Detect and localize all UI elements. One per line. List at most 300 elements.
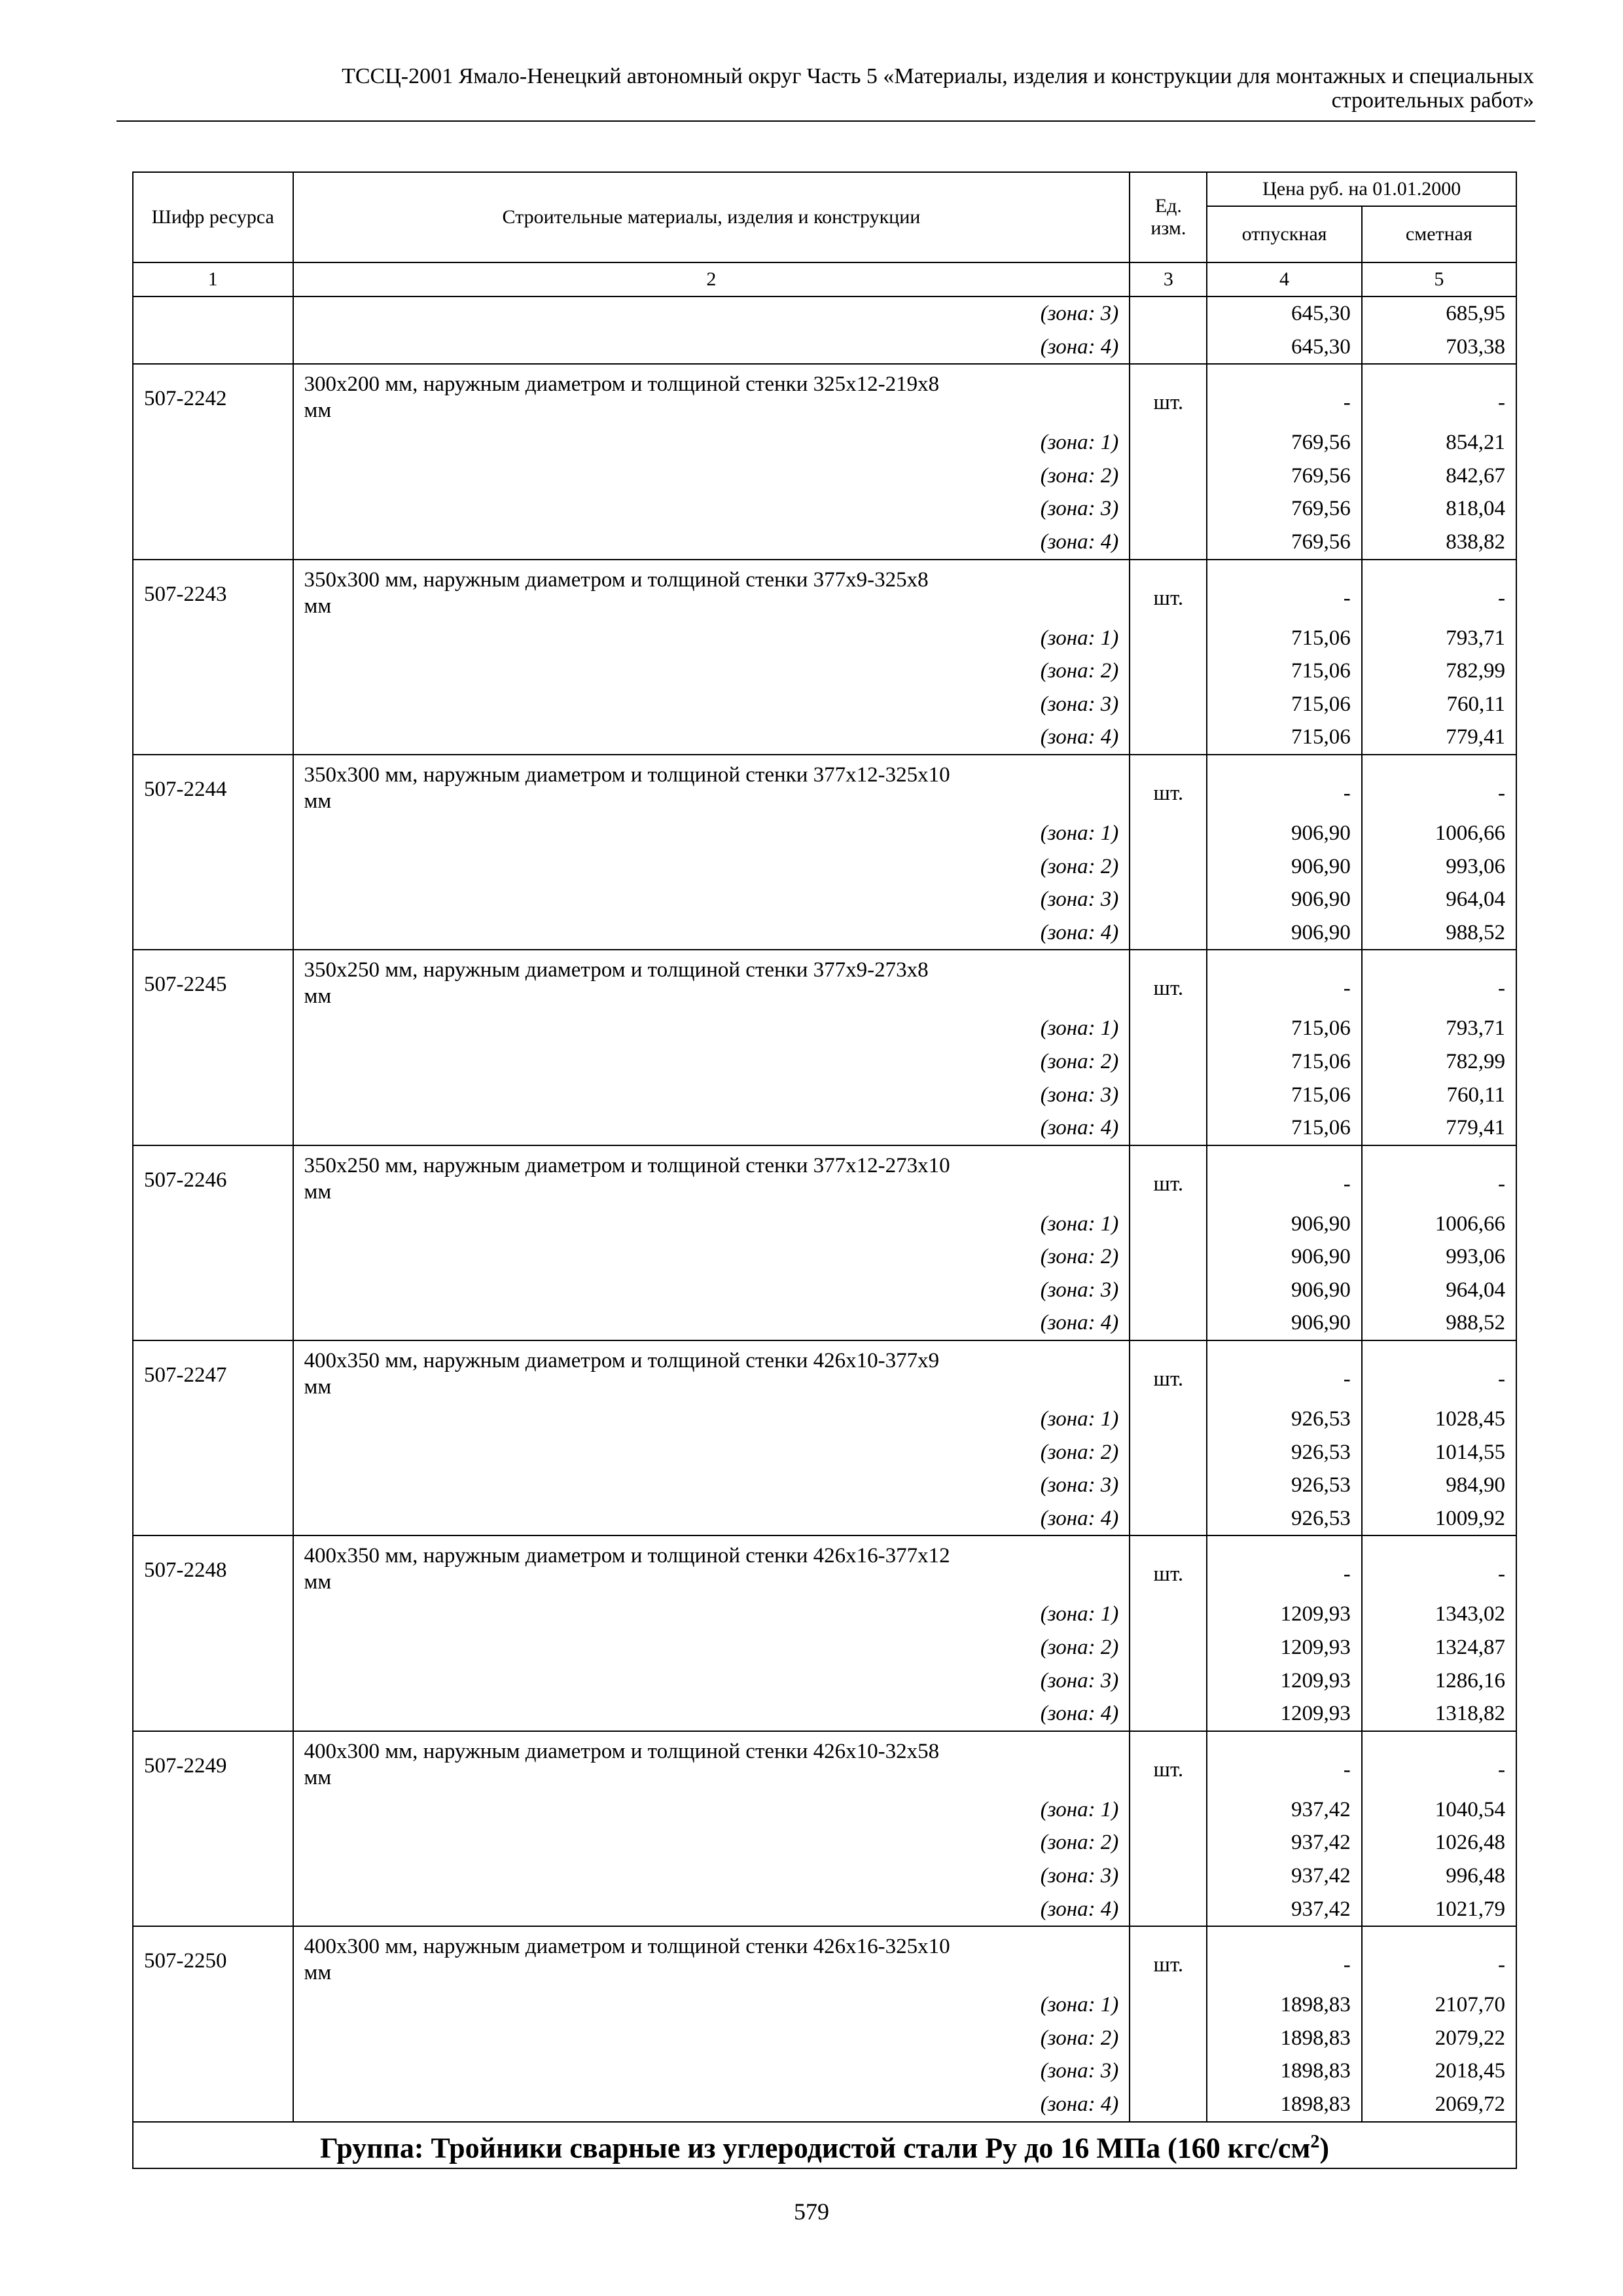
resource-unit: шт. <box>1130 1731 1207 1793</box>
zone-row <box>133 1045 1516 1079</box>
estimate-price: 782,99 <box>1362 655 1516 688</box>
resource-code: 507-2250 <box>133 1926 293 1988</box>
code-cell-empty <box>133 1469 293 1502</box>
zone-label: (зона: 1) <box>293 1598 1130 1631</box>
zone-label: (зона: 4) <box>293 1893 1130 1927</box>
unit-cell-empty <box>1130 1502 1207 1536</box>
estimate-price: 818,04 <box>1362 492 1516 526</box>
estimate-price: 1006,66 <box>1362 1208 1516 1241</box>
code-cell-empty <box>133 1012 293 1045</box>
running-header <box>116 64 1534 113</box>
code-cell-empty <box>133 1502 293 1536</box>
zone-label: (зона: 3) <box>293 688 1130 721</box>
zone-row <box>133 655 1516 688</box>
release-price: 715,06 <box>1207 721 1361 755</box>
release-price: 769,56 <box>1207 492 1361 526</box>
estimate-price: 854,21 <box>1362 426 1516 459</box>
estimate-price: 1014,55 <box>1362 1436 1516 1469</box>
code-cell-empty <box>133 1893 293 1927</box>
code-cell-empty <box>133 1403 293 1436</box>
zone-row <box>133 1893 1516 1927</box>
resource-code: 507-2247 <box>133 1340 293 1403</box>
resource-unit: шт. <box>1130 1926 1207 1988</box>
unit-cell-empty <box>1130 1240 1207 1274</box>
code-cell-empty <box>133 721 293 755</box>
zone-row <box>133 331 1516 365</box>
estimate-price: 782,99 <box>1362 1045 1516 1079</box>
resource-name <box>293 1535 1130 1598</box>
zone-label: (зона: 1) <box>293 1988 1130 2022</box>
unit-cell-empty <box>1130 1045 1207 1079</box>
release-price: 1898,83 <box>1207 2054 1361 2088</box>
unit-cell-empty <box>1130 1697 1207 1731</box>
unit-cell-empty <box>1130 1859 1207 1893</box>
code-cell-empty <box>133 655 293 688</box>
unit-cell-empty <box>1130 1893 1207 1927</box>
resource-code: 507-2248 <box>133 1535 293 1598</box>
code-cell-empty <box>133 426 293 459</box>
zone-label: (зона: 4) <box>293 721 1130 755</box>
estimate-price: 779,41 <box>1362 1111 1516 1145</box>
release-price: 769,56 <box>1207 426 1361 459</box>
resource-unit: шт. <box>1130 364 1207 426</box>
unit-cell-empty <box>1130 1111 1207 1145</box>
release-price: 906,90 <box>1207 883 1361 916</box>
col-number-3: 3 <box>1130 262 1207 296</box>
code-cell-empty <box>133 1436 293 1469</box>
zone-label: (зона: 2) <box>293 459 1130 493</box>
group-heading-superscript: 2 <box>1310 2131 1320 2152</box>
resource-name-text: 350х250 мм, наружным диаметром и толщиной стенки 377х12-273х10 <box>304 1153 950 1177</box>
estimate-price: 685,95 <box>1362 296 1516 331</box>
release-price: 769,56 <box>1207 459 1361 493</box>
code-cell-empty <box>133 1826 293 1859</box>
zone-row <box>133 721 1516 755</box>
col-header-unit: Ед. изм. <box>1130 172 1207 262</box>
estimate-price: - <box>1362 1535 1516 1598</box>
zone-label: (зона: 3) <box>293 1469 1130 1502</box>
col-header-estimate: сметная <box>1362 206 1516 262</box>
code-cell-empty <box>133 1045 293 1079</box>
resource-name-text: 300х200 мм, наружным диаметром и толщиной стенки 325х12-219х8 <box>304 372 940 397</box>
estimate-price: 1009,92 <box>1362 1502 1516 1536</box>
zone-row <box>133 1240 1516 1274</box>
unit-cell-empty <box>1130 622 1207 655</box>
unit-cell-empty <box>1130 426 1207 459</box>
zone-label: (зона: 4) <box>293 1306 1130 1340</box>
estimate-price: 988,52 <box>1362 916 1516 950</box>
estimate-price: 1006,66 <box>1362 817 1516 850</box>
zone-row <box>133 1598 1516 1631</box>
resource-name-text: 350х300 мм, наружным диаметром и толщиной стенки 377х9-325х8 <box>304 567 929 592</box>
zone-row <box>133 2022 1516 2055</box>
zone-label: (зона: 2) <box>293 850 1130 884</box>
code-cell-empty <box>133 331 293 365</box>
resource-unit: шт. <box>1130 560 1207 622</box>
release-price: 906,90 <box>1207 817 1361 850</box>
release-price: - <box>1207 950 1361 1012</box>
estimate-price: 760,11 <box>1362 1079 1516 1112</box>
unit-cell-empty <box>1130 1079 1207 1112</box>
resource-name-tail: мм <box>304 984 332 1009</box>
release-price: - <box>1207 1340 1361 1403</box>
estimate-price: - <box>1362 364 1516 426</box>
zone-label: (зона: 2) <box>293 1240 1130 1274</box>
estimate-price: 779,41 <box>1362 721 1516 755</box>
group-heading <box>133 2122 1516 2169</box>
estimate-price: 793,71 <box>1362 1012 1516 1045</box>
resource-name <box>293 1340 1130 1403</box>
resource-name-text: 400х350 мм, наружным диаметром и толщиной стенки 426х10-377х9 <box>304 1349 940 1373</box>
unit-cell-empty <box>1130 1793 1207 1827</box>
resource-name-tail: мм <box>304 1765 332 1789</box>
zone-label: (зона: 4) <box>293 1502 1130 1536</box>
page-number: 579 <box>794 2198 829 2225</box>
resource-name-text: 350х250 мм, наружным диаметром и толщиной стенки 377х9-273х8 <box>304 958 929 982</box>
code-cell-empty <box>133 688 293 721</box>
zone-label: (зона: 3) <box>293 2054 1130 2088</box>
code-cell-empty <box>133 817 293 850</box>
zone-row <box>133 817 1516 850</box>
resource-row <box>133 364 1516 426</box>
estimate-price: - <box>1362 560 1516 622</box>
release-price: - <box>1207 1926 1361 1988</box>
zone-row <box>133 1502 1516 1536</box>
release-price: 1898,83 <box>1207 2088 1361 2122</box>
zone-label: (зона: 1) <box>293 426 1130 459</box>
estimate-price: 1026,48 <box>1362 1826 1516 1859</box>
estimate-price: - <box>1362 1340 1516 1403</box>
estimate-price: 2069,72 <box>1362 2088 1516 2122</box>
zone-row <box>133 1306 1516 1340</box>
zone-label: (зона: 3) <box>293 1664 1130 1698</box>
code-cell-empty <box>133 1859 293 1893</box>
resource-row <box>133 1926 1516 1988</box>
zone-row <box>133 426 1516 459</box>
resource-name-tail: мм <box>304 399 332 423</box>
zone-label: (зона: 1) <box>293 1403 1130 1436</box>
code-cell-empty <box>133 850 293 884</box>
zone-row <box>133 1631 1516 1664</box>
zone-label: (зона: 2) <box>293 1045 1130 1079</box>
resource-name-text: 400х300 мм, наружным диаметром и толщиной стенки 426х16-325х10 <box>304 1935 950 1959</box>
estimate-price: 1021,79 <box>1362 1893 1516 1927</box>
unit-cell-empty <box>1130 817 1207 850</box>
release-price: 906,90 <box>1207 850 1361 884</box>
zone-label: (зона: 2) <box>293 655 1130 688</box>
release-price: 1898,83 <box>1207 2022 1361 2055</box>
zone-row <box>133 1012 1516 1045</box>
resource-name-tail: мм <box>304 1375 332 1399</box>
unit-cell-empty <box>1130 1274 1207 1307</box>
code-cell-empty <box>133 1208 293 1241</box>
estimate-price: 964,04 <box>1362 883 1516 916</box>
resource-name-tail: мм <box>304 1961 332 1985</box>
zone-row <box>133 2054 1516 2088</box>
unit-cell-empty <box>1130 688 1207 721</box>
release-price: 645,30 <box>1207 296 1361 331</box>
zone-row <box>133 1079 1516 1112</box>
release-price: 906,90 <box>1207 1306 1361 1340</box>
estimate-price: - <box>1362 1926 1516 1988</box>
code-cell-empty <box>133 1598 293 1631</box>
unit-cell-empty <box>1130 916 1207 950</box>
code-cell-empty <box>133 2022 293 2055</box>
release-price: 715,06 <box>1207 1045 1361 1079</box>
release-price: 906,90 <box>1207 1240 1361 1274</box>
zone-label: (зона: 3) <box>293 492 1130 526</box>
col-header-price-group: Цена руб. на 01.01.2000 <box>1207 172 1516 206</box>
col-header-code: Шифр ресурса <box>133 172 293 262</box>
zone-label: (зона: 4) <box>293 331 1130 365</box>
resource-name-text: 400х300 мм, наружным диаметром и толщиной стенки 426х10-32х58 <box>304 1739 940 1763</box>
zone-row <box>133 688 1516 721</box>
estimate-price: 996,48 <box>1362 1859 1516 1893</box>
unit-cell-empty <box>1130 1631 1207 1664</box>
resource-name <box>293 950 1130 1012</box>
zone-row <box>133 1826 1516 1859</box>
release-price: 715,06 <box>1207 655 1361 688</box>
zone-row <box>133 1793 1516 1827</box>
release-price: - <box>1207 1145 1361 1208</box>
zone-row <box>133 1664 1516 1698</box>
price-table <box>132 171 1517 2169</box>
estimate-price: 964,04 <box>1362 1274 1516 1307</box>
zone-row <box>133 1436 1516 1469</box>
code-cell-empty <box>133 1240 293 1274</box>
unit-cell-empty <box>1130 1598 1207 1631</box>
zone-row <box>133 1111 1516 1145</box>
release-price: 1898,83 <box>1207 1988 1361 2022</box>
resource-unit: шт. <box>1130 755 1207 817</box>
zone-label: (зона: 1) <box>293 817 1130 850</box>
resource-name <box>293 755 1130 817</box>
code-cell-empty <box>133 492 293 526</box>
unit-cell-empty <box>1130 2088 1207 2122</box>
zone-label: (зона: 3) <box>293 1079 1130 1112</box>
code-cell-empty <box>133 1664 293 1698</box>
table-body <box>133 296 1516 2168</box>
release-price: - <box>1207 1535 1361 1598</box>
col-number-1: 1 <box>133 262 293 296</box>
unit-cell-empty <box>1130 721 1207 755</box>
release-price: 937,42 <box>1207 1859 1361 1893</box>
zone-label: (зона: 2) <box>293 2022 1130 2055</box>
resource-row <box>133 560 1516 622</box>
release-price: 715,06 <box>1207 1079 1361 1112</box>
estimate-price: 1318,82 <box>1362 1697 1516 1731</box>
release-price: 1209,93 <box>1207 1664 1361 1698</box>
resource-unit: шт. <box>1130 1145 1207 1208</box>
unit-cell-empty <box>1130 1403 1207 1436</box>
code-cell-empty <box>133 526 293 560</box>
unit-cell-empty <box>1130 459 1207 493</box>
resource-row <box>133 755 1516 817</box>
code-cell-empty <box>133 916 293 950</box>
zone-row <box>133 622 1516 655</box>
unit-cell-empty <box>1130 296 1207 331</box>
resource-unit: шт. <box>1130 950 1207 1012</box>
estimate-price: - <box>1362 950 1516 1012</box>
unit-cell-empty <box>1130 526 1207 560</box>
zone-row <box>133 459 1516 493</box>
release-price: - <box>1207 560 1361 622</box>
release-price: 715,06 <box>1207 1111 1361 1145</box>
zone-row <box>133 1469 1516 1502</box>
estimate-price: 993,06 <box>1362 850 1516 884</box>
code-cell-empty <box>133 2088 293 2122</box>
unit-cell-empty <box>1130 2022 1207 2055</box>
release-price: 926,53 <box>1207 1403 1361 1436</box>
zone-label: (зона: 3) <box>293 883 1130 916</box>
zone-row <box>133 1697 1516 1731</box>
zone-row <box>133 1274 1516 1307</box>
code-cell-empty <box>133 459 293 493</box>
zone-label: (зона: 3) <box>293 1274 1130 1307</box>
zone-label: (зона: 4) <box>293 916 1130 950</box>
code-cell-empty <box>133 1079 293 1112</box>
group-heading-closing: ) <box>1319 2132 1329 2164</box>
unit-cell-empty <box>1130 655 1207 688</box>
resource-unit: шт. <box>1130 1535 1207 1598</box>
zone-label: (зона: 3) <box>293 1859 1130 1893</box>
release-price: 1209,93 <box>1207 1598 1361 1631</box>
group-row <box>133 2122 1516 2169</box>
header-rule <box>116 120 1535 122</box>
release-price: 906,90 <box>1207 1208 1361 1241</box>
resource-name-tail: мм <box>304 789 332 813</box>
zone-row <box>133 296 1516 331</box>
unit-cell-empty <box>1130 883 1207 916</box>
release-price: 769,56 <box>1207 526 1361 560</box>
zone-row <box>133 1208 1516 1241</box>
unit-cell-empty <box>1130 1469 1207 1502</box>
resource-code: 507-2243 <box>133 560 293 622</box>
estimate-price: 1028,45 <box>1362 1403 1516 1436</box>
estimate-price: 1324,87 <box>1362 1631 1516 1664</box>
code-cell-empty <box>133 1793 293 1827</box>
resource-unit: шт. <box>1130 1340 1207 1403</box>
resource-name-text: 400х350 мм, наружным диаметром и толщиной стенки 426х16-377х12 <box>304 1544 950 1568</box>
code-cell-empty <box>133 1697 293 1731</box>
release-price: 906,90 <box>1207 1274 1361 1307</box>
estimate-price: 2107,70 <box>1362 1988 1516 2022</box>
estimate-price: 703,38 <box>1362 331 1516 365</box>
zone-label: (зона: 4) <box>293 1697 1130 1731</box>
zone-label: (зона: 2) <box>293 1631 1130 1664</box>
zone-row <box>133 916 1516 950</box>
zone-row <box>133 850 1516 884</box>
unit-cell-empty <box>1130 1664 1207 1698</box>
estimate-price: 842,67 <box>1362 459 1516 493</box>
resource-row <box>133 1145 1516 1208</box>
col-number-4: 4 <box>1207 262 1361 296</box>
col-number-2: 2 <box>293 262 1130 296</box>
release-price: 715,06 <box>1207 1012 1361 1045</box>
resource-name <box>293 364 1130 426</box>
unit-cell-empty <box>1130 2054 1207 2088</box>
code-cell-empty <box>133 1631 293 1664</box>
unit-cell-empty <box>1130 331 1207 365</box>
resource-name <box>293 1145 1130 1208</box>
code-cell-empty <box>133 296 293 331</box>
group-heading-text: Группа: Тройники сварные из углеродистой стали Ру до 16 МПа (160 кгс/см <box>320 2132 1311 2164</box>
resource-name-tail: мм <box>304 594 332 618</box>
running-header-line-2: строительных работ» <box>1331 88 1534 113</box>
resource-code: 507-2242 <box>133 364 293 426</box>
code-cell-empty <box>133 1988 293 2022</box>
zone-label: (зона: 1) <box>293 1208 1130 1241</box>
release-price: 715,06 <box>1207 622 1361 655</box>
resource-name-tail: мм <box>304 1179 332 1204</box>
resource-row <box>133 950 1516 1012</box>
resource-name <box>293 1731 1130 1793</box>
estimate-price: 2079,22 <box>1362 2022 1516 2055</box>
release-price: 937,42 <box>1207 1893 1361 1927</box>
unit-cell-empty <box>1130 1436 1207 1469</box>
resource-row <box>133 1535 1516 1598</box>
zone-row <box>133 1988 1516 2022</box>
resource-code: 507-2245 <box>133 950 293 1012</box>
estimate-price: 838,82 <box>1362 526 1516 560</box>
code-cell-empty <box>133 1306 293 1340</box>
resource-name <box>293 1926 1130 1988</box>
estimate-price: 760,11 <box>1362 688 1516 721</box>
estimate-price: 988,52 <box>1362 1306 1516 1340</box>
code-cell-empty <box>133 1274 293 1307</box>
estimate-price: 1343,02 <box>1362 1598 1516 1631</box>
unit-cell-empty <box>1130 1012 1207 1045</box>
code-cell-empty <box>133 2054 293 2088</box>
release-price: 926,53 <box>1207 1436 1361 1469</box>
zone-label: (зона: 1) <box>293 1793 1130 1827</box>
estimate-price: - <box>1362 1145 1516 1208</box>
code-cell-empty <box>133 1111 293 1145</box>
running-header-line-1: ТССЦ-2001 Ямало-Ненецкий автономный округ Часть 5 «Материалы, изделия и конструкции для монтажных и специальных <box>342 64 1534 88</box>
zone-label: (зона: 4) <box>293 2088 1130 2122</box>
zone-label: (зона: 4) <box>293 1111 1130 1145</box>
zone-label: (зона: 1) <box>293 622 1130 655</box>
col-header-release: отпускная <box>1207 206 1361 262</box>
zone-label: (зона: 3) <box>293 296 1130 331</box>
release-price: 1209,93 <box>1207 1631 1361 1664</box>
unit-cell-empty <box>1130 1208 1207 1241</box>
zone-row <box>133 883 1516 916</box>
estimate-price: 793,71 <box>1362 622 1516 655</box>
resource-name-text: 350х300 мм, наружным диаметром и толщиной стенки 377х12-325х10 <box>304 762 950 787</box>
release-price: 926,53 <box>1207 1502 1361 1536</box>
unit-cell-empty <box>1130 850 1207 884</box>
col-number-5: 5 <box>1362 262 1516 296</box>
zone-row <box>133 526 1516 560</box>
estimate-price: - <box>1362 755 1516 817</box>
estimate-price: 984,90 <box>1362 1469 1516 1502</box>
estimate-price: 2018,45 <box>1362 2054 1516 2088</box>
code-cell-empty <box>133 622 293 655</box>
release-price: 937,42 <box>1207 1793 1361 1827</box>
unit-cell-empty <box>1130 1306 1207 1340</box>
estimate-price: 1040,54 <box>1362 1793 1516 1827</box>
unit-cell-empty <box>1130 492 1207 526</box>
zone-label: (зона: 2) <box>293 1436 1130 1469</box>
release-price: - <box>1207 1731 1361 1793</box>
zone-row <box>133 2088 1516 2122</box>
release-price: 645,30 <box>1207 331 1361 365</box>
resource-name <box>293 560 1130 622</box>
release-price: 1209,93 <box>1207 1697 1361 1731</box>
release-price: 715,06 <box>1207 688 1361 721</box>
resource-row <box>133 1731 1516 1793</box>
